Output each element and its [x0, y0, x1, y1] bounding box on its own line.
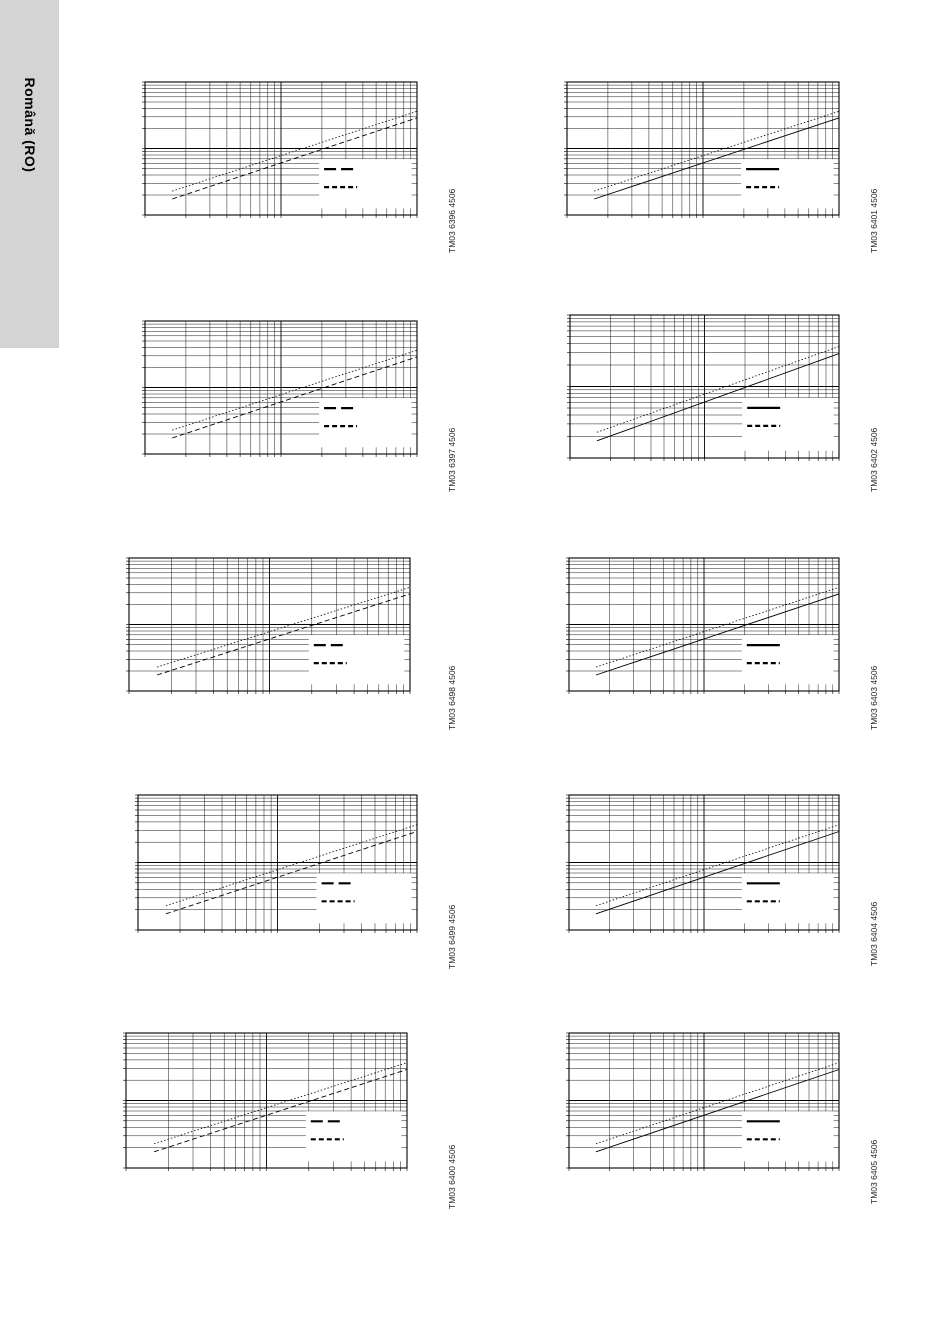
figure-code-5: TM03 6403 4506	[869, 665, 879, 730]
chart-1	[561, 76, 845, 221]
legend-box	[742, 873, 834, 923]
legend-box	[319, 398, 412, 447]
chart-4	[123, 552, 416, 697]
legend-box	[309, 635, 405, 684]
figure-code-3: TM03 6402 4506	[869, 427, 879, 492]
chart-3	[564, 309, 845, 464]
chart-2	[139, 315, 423, 460]
legend-box	[742, 398, 834, 451]
chart-8	[120, 1027, 413, 1174]
language-side-tab	[0, 0, 59, 348]
legend-box	[741, 159, 834, 208]
figure-code-6: TM03 6499 4506	[447, 904, 457, 969]
figure-code-8: TM03 6400 4506	[447, 1144, 457, 1209]
chart-9	[563, 1027, 845, 1174]
chart-0	[139, 76, 423, 221]
legend-box	[319, 159, 412, 208]
legend-box	[742, 1111, 834, 1161]
figure-code-1: TM03 6401 4506	[869, 188, 879, 253]
chart-7	[563, 789, 845, 936]
chart-5	[563, 552, 845, 697]
legend-box	[742, 635, 834, 684]
figure-code-2: TM03 6397 4506	[447, 427, 457, 492]
figure-code-9: TM03 6405 4506	[869, 1139, 879, 1204]
figure-code-7: TM03 6404 4506	[869, 901, 879, 966]
figure-code-0: TM03 6396 4506	[447, 188, 457, 253]
chart-6	[132, 789, 423, 936]
language-label: Română (RO)	[22, 77, 38, 173]
figure-code-4: TM03 6498 4506	[447, 665, 457, 730]
legend-box	[306, 1111, 402, 1161]
legend-box	[317, 873, 412, 923]
